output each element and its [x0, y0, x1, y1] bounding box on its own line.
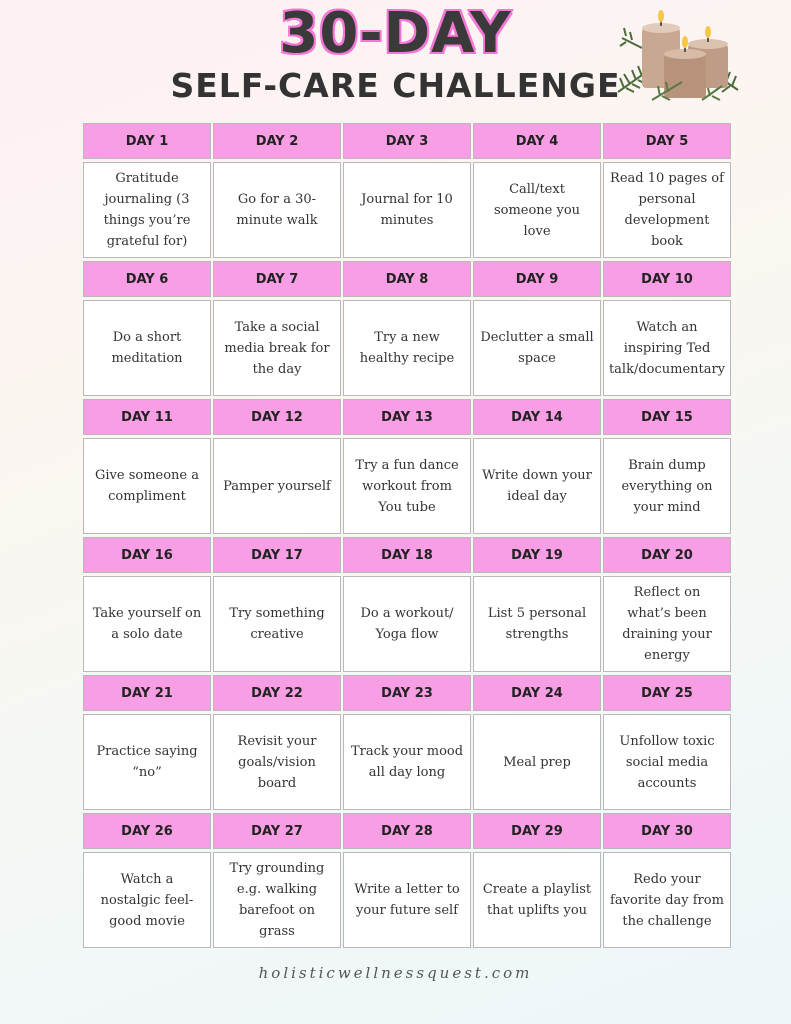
day-label: DAY 5: [603, 123, 731, 159]
day-label: DAY 6: [83, 261, 211, 297]
day-task: Take yourself on a solo date: [83, 576, 211, 672]
day-task: Redo your favorite day from the challenge: [603, 852, 731, 948]
day-task: Do a short meditation: [83, 300, 211, 396]
day-task: Watch an inspiring Ted talk/documentary: [603, 300, 731, 396]
day-task: Unfollow toxic social media accounts: [603, 714, 731, 810]
day-label: DAY 19: [473, 537, 601, 573]
day-label: DAY 16: [83, 537, 211, 573]
day-label: DAY 24: [473, 675, 601, 711]
day-task: List 5 personal strengths: [473, 576, 601, 672]
day-task: Declutter a small space: [473, 300, 601, 396]
day-label: DAY 23: [343, 675, 471, 711]
day-label: DAY 18: [343, 537, 471, 573]
day-label: DAY 9: [473, 261, 601, 297]
day-label: DAY 11: [83, 399, 211, 435]
day-label: DAY 3: [343, 123, 471, 159]
day-label: DAY 17: [213, 537, 341, 573]
day-label: DAY 10: [603, 261, 731, 297]
day-task: Reflect on what’s been draining your energy: [603, 576, 731, 672]
day-task: Try something creative: [213, 576, 341, 672]
day-task: Practice saying “no”: [83, 714, 211, 810]
day-task: Go for a 30-minute walk: [213, 162, 341, 258]
day-task: Pamper yourself: [213, 438, 341, 534]
day-label: DAY 14: [473, 399, 601, 435]
day-label: DAY 21: [83, 675, 211, 711]
day-task: Give someone a compliment: [83, 438, 211, 534]
day-label: DAY 8: [343, 261, 471, 297]
candles-with-pine-icon: [612, 8, 744, 104]
day-task: Try grounding e.g. walking barefoot on grass: [213, 852, 341, 948]
day-label: DAY 2: [213, 123, 341, 159]
day-task: Gratitude journaling (3 things you’re grateful for): [83, 162, 211, 258]
day-task: Read 10 pages of personal development book: [603, 162, 731, 258]
day-task: Meal prep: [473, 714, 601, 810]
day-task: Do a workout/ Yoga flow: [343, 576, 471, 672]
day-task: Create a playlist that uplifts you: [473, 852, 601, 948]
day-label: DAY 30: [603, 813, 731, 849]
challenge-calendar-grid: [83, 123, 731, 951]
day-label: DAY 7: [213, 261, 341, 297]
day-task: Brain dump everything on your mind: [603, 438, 731, 534]
day-label: DAY 13: [343, 399, 471, 435]
day-task: Track your mood all day long: [343, 714, 471, 810]
page-subtitle: SELF-CARE CHALLENGE: [170, 66, 621, 105]
day-task: Take a social media break for the day: [213, 300, 341, 396]
day-task: Write a letter to your future self: [343, 852, 471, 948]
day-task: Call/text someone you love: [473, 162, 601, 258]
day-task: Write down your ideal day: [473, 438, 601, 534]
day-label: DAY 12: [213, 399, 341, 435]
day-label: DAY 15: [603, 399, 731, 435]
day-task: Revisit your goals/vision board: [213, 714, 341, 810]
day-label: DAY 20: [603, 537, 731, 573]
day-label: DAY 1: [83, 123, 211, 159]
day-task: Try a fun dance workout from You tube: [343, 438, 471, 534]
day-task: Journal for 10 minutes: [343, 162, 471, 258]
page-title: 30-DAY: [279, 1, 512, 66]
day-label: DAY 25: [603, 675, 731, 711]
day-label: DAY 28: [343, 813, 471, 849]
day-label: DAY 26: [83, 813, 211, 849]
website-footer: holisticwellnessquest.com: [258, 964, 533, 982]
day-label: DAY 22: [213, 675, 341, 711]
day-task: Watch a nostalgic feel-good movie: [83, 852, 211, 948]
day-label: DAY 4: [473, 123, 601, 159]
day-label: DAY 27: [213, 813, 341, 849]
day-task: Try a new healthy recipe: [343, 300, 471, 396]
day-label: DAY 29: [473, 813, 601, 849]
